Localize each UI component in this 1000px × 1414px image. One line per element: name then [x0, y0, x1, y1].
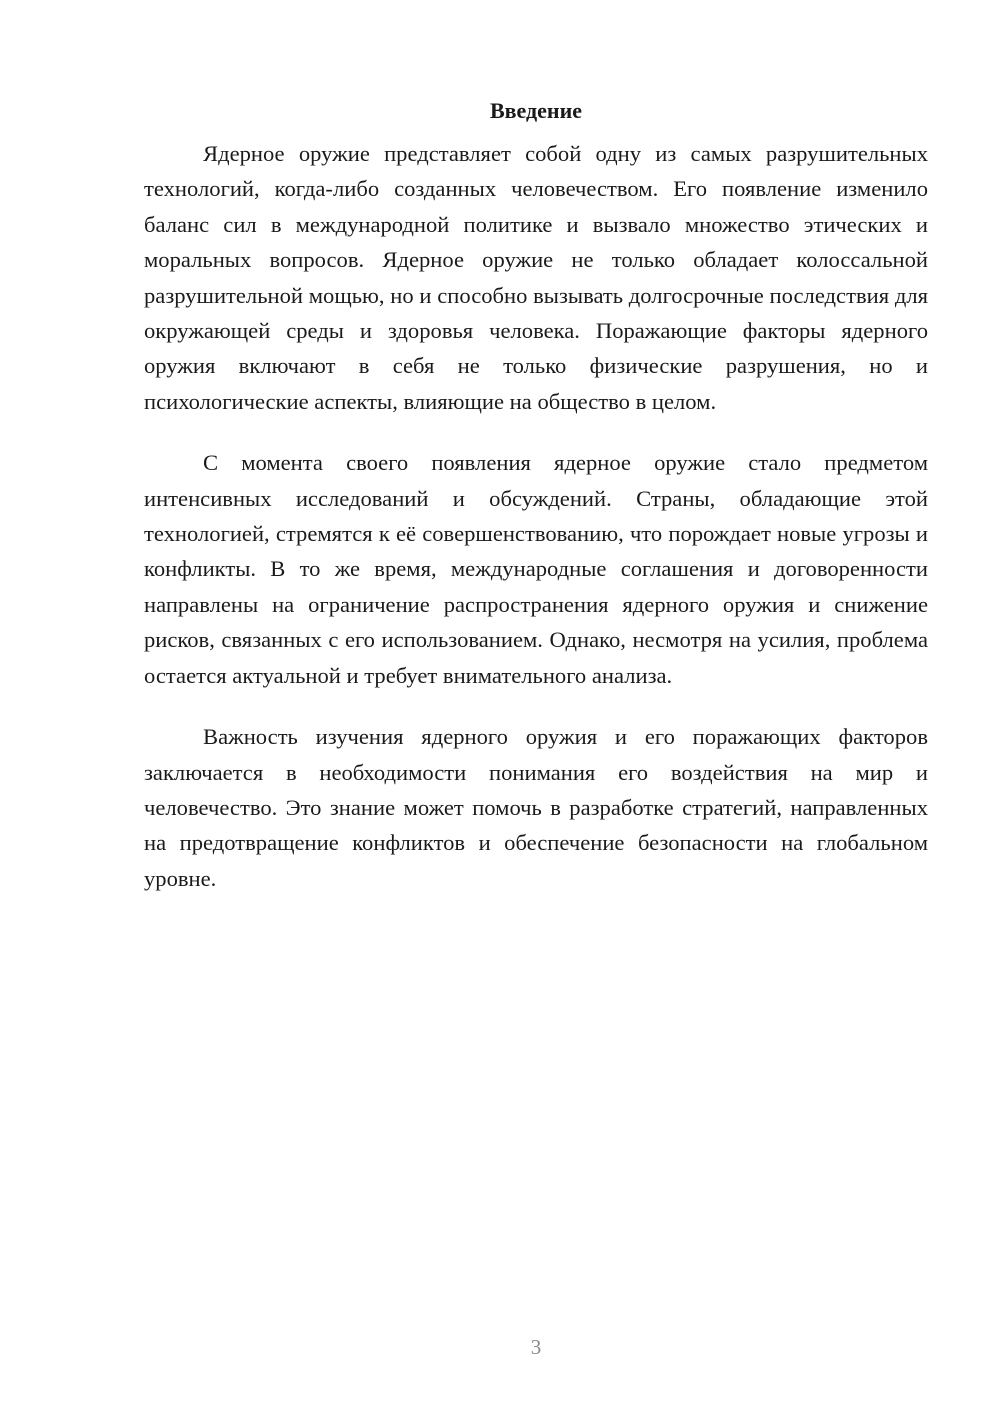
section-title: Введение	[489, 98, 583, 123]
paragraph-2: С момента своего появления ядерное оружие стало предметом интенсивных исследований и обсуждений. Страны, обладающие этой технологией, стремятся к её совершенствованию, что порождает новые угрозы и конфликты. В то же время, международные соглашения и договоренности направлены на ограничение распространения ядерного оружия и снижение рисков, связанных с его использованием. Однако, несмотря на усилия, проблема остается актуальной и требует внимательного анализа.	[144, 450, 928, 688]
page-number: 3	[530, 1335, 542, 1359]
paragraph-3: Важность изучения ядерного оружия и его поражающих факторов заключается в необходимости понимания его воздействия на мир и человечество. Это знание может помочь в разработке стратегий, направленных на предотвращение конфликтов и обеспечение безопасности на глобальном уровне.	[144, 724, 928, 891]
document-body	[144, 96, 928, 922]
paragraph-1: Ядерное оружие представляет собой одну из самых разрушительных технологий, когда-либо созданных человечеством. Его появление изменило баланс сил в международной политике и вызвало множество этических и моральных вопросов. Ядерное оружие не только обладает колоссальной разрушительной мощью, но и способно вызывать долгосрочные последствия для окружающей среды и здоровья человека. Поражающие факторы ядерного оружия включают в себя не только физические разрушения, но и психологические аспекты, влияющие на общество в целом.	[144, 141, 928, 414]
